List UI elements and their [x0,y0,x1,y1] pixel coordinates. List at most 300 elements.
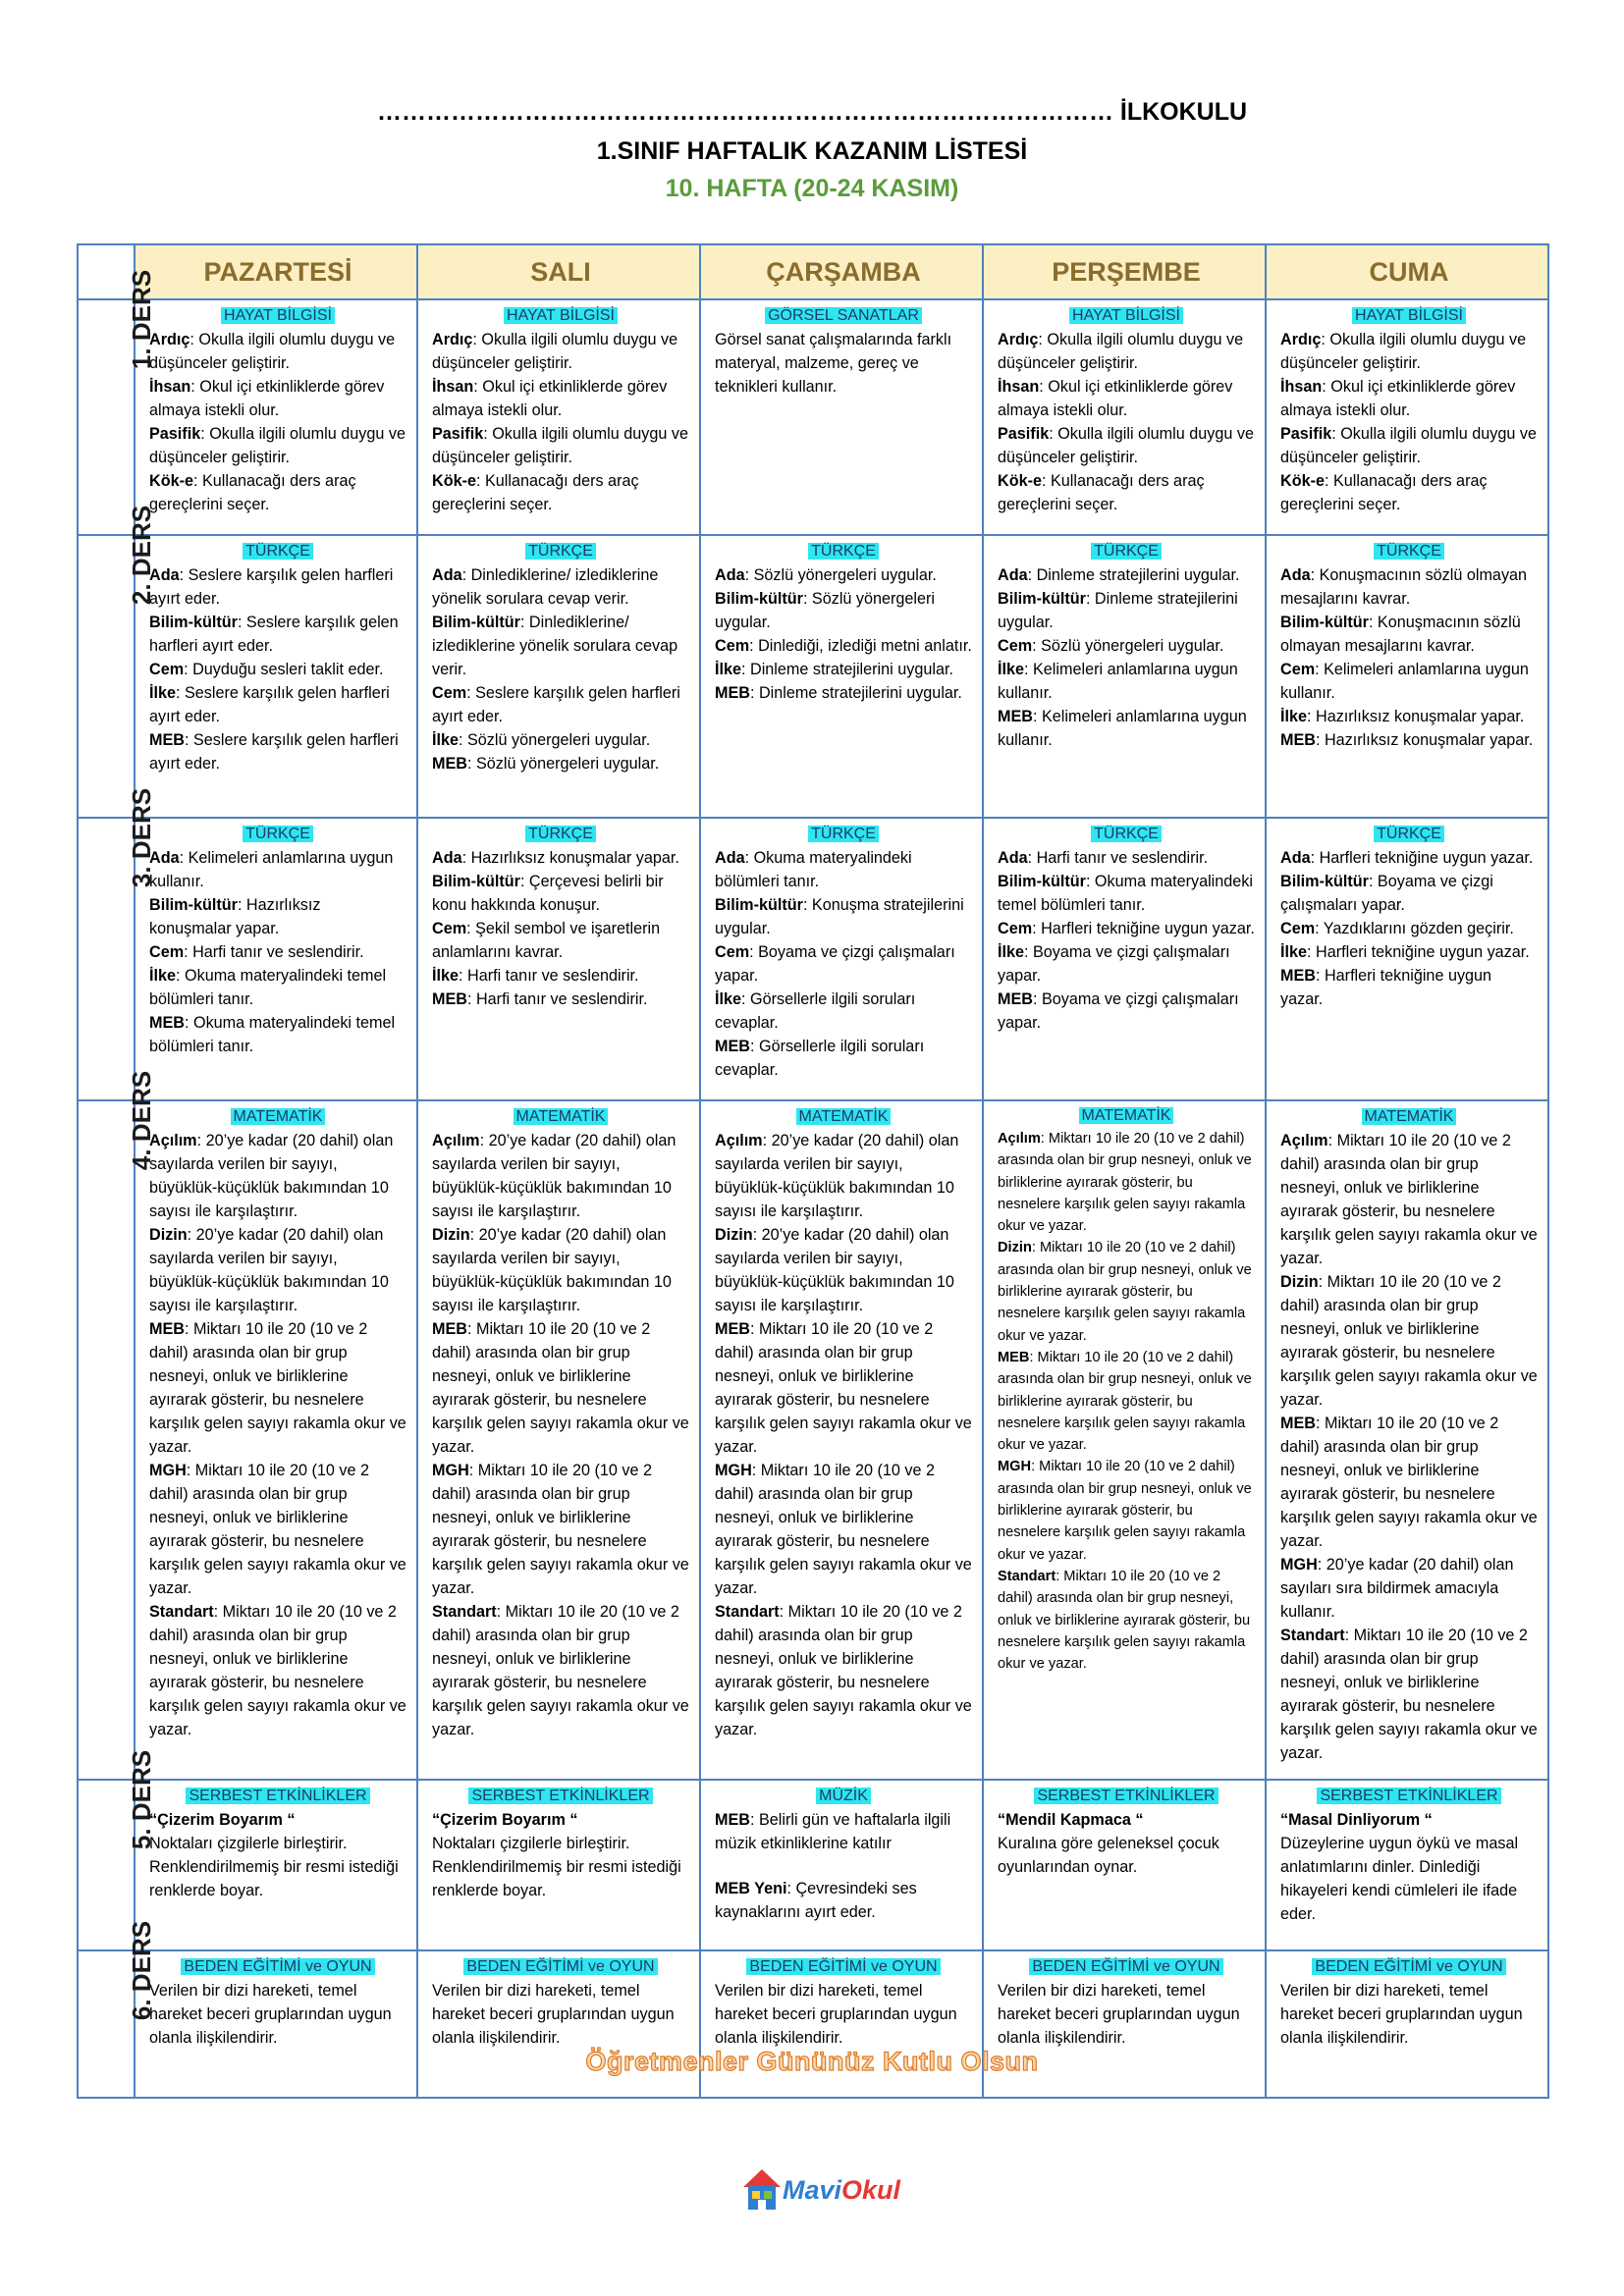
outcome-item [432,375,689,422]
lesson-cell [1266,818,1548,1100]
publisher-label: Ardıç [998,331,1039,348]
outcome-text: : Dinlediklerine/ izlediklerine yönelik sorulara cevap verir. [432,614,678,678]
outcome-text: : Hazırlıksız konuşmalar yapar. [1315,731,1534,749]
outcome-text: : Sözlü yönergeleri uygular. [466,755,660,773]
outcome-text: : Konuşmacının sözlü olmayan mesajlarını kavrar. [1280,614,1521,655]
publisher-label: Dizin [998,1240,1032,1256]
outcome-item [149,1223,406,1317]
publisher-label: Ada [998,566,1028,584]
outcome-text: : Çevresindeki ses kaynaklarını ayırt eder. [715,1880,917,1921]
publisher-label: Açılım [149,1132,197,1149]
outcome-item [1280,1129,1538,1270]
publisher-label: Bilim-kültür [998,873,1086,890]
subject-label: TÜRKÇE [1374,826,1444,842]
outcome-text: Noktaları çizgilerle birleştirir. Renklendirilmemiş bir resmi istediği renklerde boyar. [432,1835,681,1899]
outcome-text: : Miktarı 10 ile 20 (10 ve 2 dahil) arasında olan bir grup nesneyi, onluk ve birliklerine ayırarak gösterir, bu nesnelere karşılık gelen sayıyı rakamla okur ve yazar. [149,1603,406,1738]
publisher-label: Ada [432,566,462,584]
outcome-text: : Kelimeleri anlamlarına uygun kullanır. [149,849,394,890]
outcome-item [1280,870,1538,917]
publisher-label: Pasifik [149,425,201,443]
subject-tag [1280,304,1538,327]
outcome-text: : Yazdıklarını gözden geçirir. [1315,920,1514,937]
publisher-label: Ada [149,566,180,584]
outcome-item [149,611,406,658]
outcome-item [432,752,689,775]
outcome-item [1280,1808,1538,1832]
outcome-item [432,1832,689,1902]
outcome-text: : Miktarı 10 ile 20 (10 ve 2 dahil) arasında olan bir grup nesneyi, onluk ve birliklerine ayırarak gösterir, bu nesnelere karşılık gelen sayıyı rakamla okur ve yazar. [715,1603,972,1738]
publisher-label: İlke [149,967,177,985]
outcome-item [432,563,689,611]
outcome-text: : Kullanacağı ders araç gereçlerini seçer. [432,472,639,513]
outcome-text: : Dinlediği, izlediği metni anlatır. [749,637,972,655]
lesson-cell [135,535,417,818]
outcome-text: : Sözlü yönergeleri uygular. [715,590,936,631]
publisher-label: “Mendil Kapmaca “ [998,1811,1144,1829]
lesson-cell [1266,535,1548,818]
publisher-label: Bilim-kültür [715,590,803,608]
outcome-text: : Harfleri tekniğine uygun yazar. [1307,943,1530,961]
outcome-item [715,1223,972,1317]
house-icon [741,2167,783,2213]
outcome-item [998,563,1255,587]
subject-label: TÜRKÇE [525,826,596,842]
publisher-label: Cem [715,637,750,655]
lesson-cell [983,535,1266,818]
lesson-cell [135,1780,417,1950]
lesson-cell [700,535,983,818]
publisher-label: İhsan [1280,378,1323,396]
outcome-item [998,1347,1255,1456]
outcome-item [1280,563,1538,611]
outcome-item [432,328,689,375]
outcome-item [432,681,689,728]
spacer [715,1855,972,1877]
subject-label: MATEMATİK [231,1108,326,1125]
outcome-item [715,563,972,587]
subject-tag [432,540,689,562]
outcome-text: : Seslere karşılık gelen harfleri ayırt eder. [149,684,390,725]
outcome-item [998,328,1255,375]
publisher-label: MEB [1280,967,1316,985]
outcome-item [1280,728,1538,752]
lesson-cell [417,1100,700,1780]
subject-label: TÜRKÇE [243,826,313,842]
outcome-text: : Harfi tanır ve seslendirir. [466,990,648,1008]
outcome-item [998,658,1255,705]
subject-label: TÜRKÇE [808,826,879,842]
subject-tag [1280,823,1538,845]
subject-label: SERBEST ETKİNLİKLER [1317,1788,1500,1804]
outcome-item [1280,611,1538,658]
outcome-item [432,870,689,917]
outcome-text: : Okuma materyalindeki temel bölümleri tanır. [149,967,387,1008]
subject-label: TÜRKÇE [1091,826,1162,842]
subject-tag [149,1955,406,1978]
lesson-label-cell [78,269,157,535]
outcome-text: : 20’ye kadar (20 dahil) olan sayılarda verilen bir sayıyı, büyüklük-küçüklük bakımından 10 sayısı ile karşılaştırır. [715,1226,954,1314]
outcome-item [149,893,406,940]
subject-label: TÜRKÇE [243,543,313,560]
publisher-label: Bilim-kültür [1280,873,1369,890]
outcome-item [715,1600,972,1741]
lesson-label-cell [78,787,157,1100]
outcome-text: : Dinleme stratejilerini uygular. [1027,566,1240,584]
outcome-text: : Okulla ilgili olumlu duygu ve düşünceler geliştirir. [998,425,1254,466]
outcome-item [1280,705,1538,728]
weekly-plan-table [77,243,1549,2099]
subject-tag [1280,540,1538,562]
outcome-text: : Miktarı 10 ile 20 (10 ve 2 dahil) arasında olan bir grup nesneyi, onluk ve birliklerine ayırarak gösterir, bu nesnelere karşılık gelen sayıyı rakamla okur ve yazar. [432,1320,689,1456]
publisher-label: Cem [1280,661,1316,678]
outcome-item [149,728,406,775]
publisher-label: Ada [715,849,745,867]
outcome-text: Verilen bir dizi hareketi, temel hareket beceri gruplarından uygun olanla ilişkilendirir. [998,1982,1240,2047]
lesson-cell [135,299,417,535]
lesson-row [78,1100,1548,1780]
outcome-text: : Kelimeleri anlamlarına uygun kullanır. [1280,661,1529,702]
publisher-label: İlke [1280,708,1308,725]
publisher-label: İlke [715,990,742,1008]
outcome-item [149,658,406,681]
subject-label: HAYAT BİLGİSİ [504,307,618,324]
outcome-item [432,1459,689,1600]
outcome-text: : Boyama ve çizgi çalışmaları yapar. [998,990,1239,1032]
outcome-text: : Miktarı 10 ile 20 (10 ve 2 dahil) arasında olan bir grup nesneyi, onluk ve birliklerine ayırarak gösterir, bu nesnelere karşılık gelen sayıyı rakamla okur ve yazar. [715,1462,972,1597]
publisher-label: MEB [1280,731,1316,749]
outcome-text: : Okuma materyalindeki temel bölümleri tanır. [998,873,1253,914]
subject-label: SERBEST ETKİNLİKLER [1034,1788,1218,1804]
lesson-cell [700,1100,983,1780]
publisher-label: MEB [715,684,750,702]
outcome-item [998,375,1255,422]
publisher-label: MEB [998,990,1033,1008]
outcome-item [715,846,972,893]
subject-tag [998,540,1255,562]
outcome-text: : Miktarı 10 ile 20 (10 ve 2 dahil) arasında olan bir grup nesneyi, onluk ve birliklerine ayırarak gösterir, bu nesnelere karşılık gelen sayıyı rakamla okur ve yazar. [1280,1132,1538,1267]
outcome-text: : Okul içi etkinliklerde görev almaya istekli olur. [998,378,1233,419]
subject-tag [715,1785,972,1807]
publisher-label: Dizin [1280,1273,1319,1291]
publisher-label: Cem [998,920,1033,937]
outcome-item [149,940,406,964]
outcome-text: : Görsellerle ilgili soruları cevaplar. [715,990,916,1032]
outcome-text: : 20’ye kadar (20 dahil) olan sayıları sıra bildirmek amacıyla kullanır. [1280,1556,1514,1621]
lesson-cell [1266,299,1548,535]
subject-label: HAYAT BİLGİSİ [221,307,335,324]
outcome-item [149,1808,406,1832]
outcome-item [715,940,972,988]
subject-label: TÜRKÇE [525,543,596,560]
publisher-label: İlke [715,661,742,678]
subject-label: BEDEN EĞİTİMİ ve OYUN [181,1958,374,1975]
publisher-label: MEB [149,1014,185,1032]
logo-text [783,2175,900,2206]
subject-tag [1280,1785,1538,1807]
outcome-item [432,422,689,469]
publisher-label: Açılım [998,1131,1041,1147]
publisher-label: İlke [1280,943,1308,961]
publisher-label: “Çizerim Boyarım “ [149,1811,296,1829]
publisher-label: Cem [1280,920,1316,937]
publisher-label: Açılım [1280,1132,1328,1149]
subject-tag [715,1105,972,1128]
publisher-label: Ardıç [149,331,190,348]
publisher-label: MGH [432,1462,469,1479]
outcome-text: : 20’ye kadar (20 dahil) olan sayılarda verilen bir sayıyı, büyüklük-küçüklük bakımından 10 sayısı ile karşılaştırır. [715,1132,959,1220]
subject-tag [149,823,406,845]
outcome-text: : Görsellerle ilgili soruları cevaplar. [715,1038,925,1079]
outcome-item [1280,658,1538,705]
publisher-label: Cem [432,920,467,937]
outcome-item [715,1877,972,1924]
outcome-text: : Miktarı 10 ile 20 (10 ve 2 dahil) arasında olan bir grup nesneyi, onluk ve birliklerine ayırarak gösterir, bu nesnelere karşılık gelen sayıyı rakamla okur ve yazar. [1280,1415,1538,1550]
publisher-label: Ada [1280,566,1311,584]
publisher-label: MGH [998,1459,1032,1475]
outcome-text: Kuralına göre geleneksel çocuk oyunlarından oynar. [998,1835,1219,1876]
outcome-text: : Miktarı 10 ile 20 (10 ve 2 dahil) arasında olan bir grup nesneyi, onluk ve birliklerine ayırarak gösterir, bu nesnelere karşılık gelen sayıyı rakamla okur ve yazar. [432,1462,689,1597]
logo-word-mavi: Mavi [783,2175,842,2205]
outcome-text: Düzeylerine uygun öykü ve masal anlatımlarını dinler. Dinlediği hikayeleri kendi cümleleri ile ifade eder. [1280,1835,1519,1923]
outcome-item [1280,846,1538,870]
outcome-text: : Hazırlıksız konuşmalar yapar. [1307,708,1525,725]
subject-tag [715,540,972,562]
outcome-item [1280,1270,1538,1412]
publisher-label: MEB Yeni [715,1880,787,1897]
outcome-item [149,375,406,422]
publisher-label: Ada [1280,849,1311,867]
outcome-text: : Hazırlıksız konuşmalar yapar. [461,849,679,867]
outcome-item [1280,469,1538,516]
lesson-label-cell [78,505,157,818]
publisher-label: Dizin [432,1226,470,1244]
outcome-item [998,1808,1255,1832]
outcome-item [998,1128,1255,1237]
outcome-item [149,1317,406,1459]
outcome-text: : Sözlü yönergeleri uygular. [1032,637,1224,655]
subject-tag [1280,1105,1538,1128]
outcome-item [149,422,406,469]
outcome-text: : Harfleri tekniğine uygun yazar. [1310,849,1534,867]
publisher-label: Dizin [149,1226,188,1244]
publisher-label: MEB [715,1320,750,1338]
outcome-item [998,917,1255,940]
outcome-item [432,1808,689,1832]
outcome-text: Verilen bir dizi hareketi, temel hareket beceri gruplarından uygun olanla ilişkilendirir. [715,1982,957,2047]
outcome-text: : Okul içi etkinliklerde görev almaya istekli olur. [149,378,385,419]
publisher-label: Standart [998,1568,1056,1584]
day-header-tuesday: SALI [417,244,700,299]
subject-tag [1280,1955,1538,1978]
lesson-cell [700,818,983,1100]
outcome-item [998,1237,1255,1346]
outcome-item [998,988,1255,1035]
outcome-item [432,728,689,752]
subject-label: BEDEN EĞİTİMİ ve OYUN [746,1958,940,1975]
outcome-text: : Harfi tanır ve seslendirir. [184,943,364,961]
subject-tag [998,823,1255,845]
subject-tag [149,304,406,327]
logo-word-okul: Okul [841,2175,901,2205]
lesson-label: 6. DERS [127,1920,157,2021]
outcome-text: : Dinleme stratejilerini uygular. [998,590,1238,631]
outcome-item [432,1979,689,2050]
outcome-item [149,469,406,516]
lesson-cell [983,1780,1266,1950]
outcome-text: : Harfleri tekniğine uygun yazar. [1280,967,1492,1008]
publisher-label: MEB [432,990,467,1008]
outcome-item [149,681,406,728]
outcome-text: : Harfi tanır ve seslendirir. [1027,849,1209,867]
outcome-item [1280,1832,1538,1926]
publisher-label: İlke [149,684,177,702]
outcome-item [998,870,1255,917]
outcome-item [998,1832,1255,1879]
publisher-label: “Masal Dinliyorum “ [1280,1811,1433,1829]
publisher-label: MEB [998,708,1033,725]
outcome-text: Görsel sanat çalışmalarında farklı materyal, malzeme, gereç ve teknikleri kullanır. [715,331,952,396]
subject-tag [432,304,689,327]
subject-label: GÖRSEL SANATLAR [765,307,922,324]
publisher-label: Pasifik [1280,425,1332,443]
outcome-item [149,1600,406,1741]
outcome-text: Noktaları çizgilerle birleştirir. Renklendirilmemiş bir resmi istediği renklerde boyar. [149,1835,399,1899]
outcome-item [432,1129,689,1223]
day-header-thursday: PERŞEMBE [983,244,1266,299]
outcome-item [1280,917,1538,940]
lesson-row [78,299,1548,535]
lesson-cell [700,1780,983,1950]
outcome-text: : Harfleri tekniğine uygun yazar. [1032,920,1255,937]
publisher-label: MEB [432,755,467,773]
day-header-friday: CUMA [1266,244,1548,299]
publisher-label: İhsan [432,378,474,396]
day-header-monday: PAZARTESİ [135,244,417,299]
subject-label: BEDEN EĞİTİMİ ve OYUN [1029,1958,1222,1975]
outcome-text: : Miktarı 10 ile 20 (10 ve 2 dahil) arasında olan bir grup nesneyi, onluk ve birliklerine ayırarak gösterir, bu nesnelere karşılık gelen sayıyı rakamla okur ve yazar. [149,1462,406,1597]
outcome-text: : Duyduğu sesleri taklit eder. [184,661,384,678]
subject-label: MATEMATİK [1079,1107,1174,1124]
outcome-item [715,681,972,705]
outcome-text: : Konuşmacının sözlü olmayan mesajlarını kavrar. [1280,566,1528,608]
subject-label: MATEMATİK [1362,1108,1457,1125]
publisher-label: Ada [432,849,462,867]
outcome-item [1280,375,1538,422]
outcome-text: : Boyama ve çizgi çalışmaları yapar. [1280,873,1493,914]
subject-tag [998,1955,1255,1978]
outcome-text: : Okul içi etkinliklerde görev almaya istekli olur. [432,378,668,419]
subject-tag [149,1785,406,1807]
outcome-item [998,587,1255,634]
outcome-item [1280,1979,1538,2050]
publisher-label: Ada [149,849,180,867]
outcome-item [149,1129,406,1223]
publisher-label: İlke [432,967,460,985]
publisher-label: Bilim-kültür [998,590,1086,608]
outcome-item [715,988,972,1035]
publisher-label: Açılım [432,1132,480,1149]
publisher-label: MEB [715,1811,750,1829]
subject-tag [998,1105,1255,1127]
lesson-label-cell [78,1070,157,1780]
outcome-text: : Dinleme stratejilerini uygular. [741,661,953,678]
outcome-item [1280,940,1538,964]
outcome-item [1280,964,1538,1011]
outcome-item [1280,1553,1538,1624]
week-label: 10. HAFTA (20-24 KASIM) [665,175,959,202]
lesson-label: 2. DERS [127,505,157,606]
lesson-row [78,535,1548,818]
outcome-item [432,988,689,1011]
outcome-item [432,1223,689,1317]
outcome-text: : Miktarı 10 ile 20 (10 ve 2 dahil) arasında olan bir grup nesneyi, onluk ve birliklerine ayırarak gösterir, bu nesnelere karşılık gelen sayıyı rakamla okur ve yazar. [715,1320,972,1456]
outcome-text: : Harfi tanır ve seslendirir. [459,967,639,985]
lesson-label: 4. DERS [127,1070,157,1171]
outcome-text: : Çerçevesi belirli bir konu hakkında konuşur. [432,873,664,914]
subject-tag [432,1105,689,1128]
outcome-text: : Miktarı 10 ile 20 (10 ve 2 dahil) arasında olan bir grup nesneyi, onluk ve birliklerine ayırarak gösterir, bu nesnelere karşılık gelen sayıyı rakamla okur ve yazar. [1280,1627,1538,1762]
outcome-text: : Seslere karşılık gelen harfleri ayırt eder. [432,684,680,725]
outcome-item [715,893,972,940]
publisher-label: İhsan [998,378,1040,396]
outcome-item [432,964,689,988]
lesson-cell [135,1100,417,1780]
publisher-label: Pasifik [432,425,484,443]
outcome-text: : Kullanacağı ders araç gereçlerini seçer. [149,472,356,513]
outcome-item [149,1011,406,1058]
publisher-label: Kök-e [998,472,1042,490]
publisher-label: İlke [998,943,1025,961]
outcome-item [998,422,1255,469]
subject-tag [149,1105,406,1128]
subject-label: BEDEN EĞİTİMİ ve OYUN [463,1958,657,1975]
lesson-cell [417,1780,700,1950]
subject-label: MATEMATİK [514,1108,609,1125]
publisher-label: Cem [432,684,467,702]
outcome-item [998,1566,1255,1675]
lesson-cell [417,299,700,535]
outcome-text: : Okulla ilgili olumlu duygu ve düşünceler geliştirir. [149,331,396,372]
lesson-cell [700,299,983,535]
outcome-text: : Hazırlıksız konuşmalar yapar. [149,896,321,937]
publisher-label: İhsan [149,378,191,396]
lesson-cell [1266,1780,1548,1950]
outcome-item [149,964,406,1011]
outcome-item [715,1459,972,1600]
publisher-label: Bilim-kültür [149,896,238,914]
lesson-label: 5. DERS [127,1749,157,1850]
subject-label: MATEMATİK [796,1108,892,1125]
lesson-cell [417,818,700,1100]
outcome-text: : Kullanacağı ders araç gereçlerini seçer. [1280,472,1488,513]
publisher-label: Standart [149,1603,214,1621]
publisher-label: MEB [149,1320,185,1338]
publisher-label: İlke [998,661,1025,678]
outcome-item [715,1129,972,1223]
outcome-text: : Okulla ilgili olumlu duygu ve düşünceler geliştirir. [432,331,678,372]
outcome-item [149,1979,406,2050]
outcome-text: : Dinlediklerine/ izlediklerine yönelik sorulara cevap verir. [432,566,659,608]
publisher-label: Cem [149,943,185,961]
publisher-label: Ada [715,566,745,584]
outcome-item [149,846,406,893]
outcome-text: : Okulla ilgili olumlu duygu ve düşünceler geliştirir. [149,425,406,466]
publisher-label: Standart [1280,1627,1345,1644]
outcome-text: : 20’ye kadar (20 dahil) olan sayılarda verilen bir sayıyı, büyüklük-küçüklük bakımından 10 sayısı ile karşılaştırır. [149,1132,394,1220]
outcome-text: : Miktarı 10 ile 20 (10 ve 2 dahil) arasında olan bir grup nesneyi, onluk ve birliklerine ayırarak gösterir, bu nesnelere karşılık gelen sayıyı rakamla okur ve yazar. [998,1568,1251,1673]
publisher-label: MEB [149,731,185,749]
publisher-label: İlke [432,731,460,749]
